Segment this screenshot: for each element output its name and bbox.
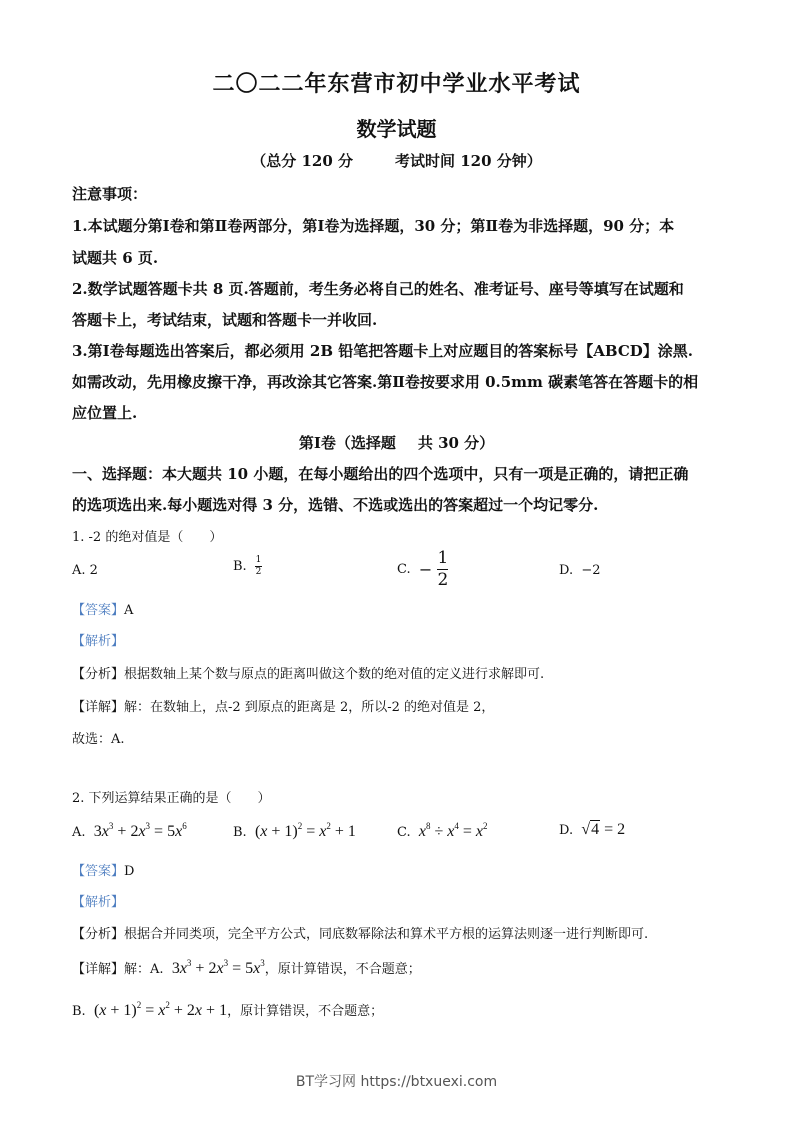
exam-time: 考试时间 120 分钟） (395, 152, 542, 170)
q2-answer (72, 860, 134, 879)
q1-detail: 【详解】解：在数轴上，点-2 到原点的距离是 2，所以-2 的绝对值是 2， (72, 700, 495, 715)
note-1-line-1: 1.本试题分第Ⅰ卷和第Ⅱ卷两部分，第Ⅰ卷为选择题，30 分；第Ⅱ卷为非选择题，90 分；本 (72, 217, 675, 235)
exam-title: 二〇二二年东营市初中学业水平考试 (212, 71, 581, 97)
q1-answer (72, 599, 133, 618)
question-1-stem: 1. -2 的绝对值是（ ） (72, 530, 223, 545)
notes-heading: 注意事项： (72, 185, 148, 203)
q1-option-b-label: B. (233, 559, 247, 574)
section-title-left: 第Ⅰ卷（选择题 (298, 434, 396, 452)
q1-answer-value: A (124, 603, 134, 618)
q2-detail-b-formula: $(x + 1)^2 = x^2 + 2x + 1$ (93, 1000, 228, 1019)
exam-meta (0, 150, 793, 171)
q2-detail-a-formula: $3x^3 + 2x^3 = 5x^3$ (171, 958, 265, 977)
q2-detail-a: 【详解】解：A. $3x^3 + 2x^3 = 5x^3$，原计算错误，不合题意； (72, 958, 421, 977)
section-instruction-line-1: 一、选择题：本大题共 10 小题，在每小题给出的四个选项中，只有一项是正确的，请把正确 (72, 465, 689, 483)
q1-option-b (233, 556, 262, 577)
note-2-line-2: 答题卡上，考试结束，试题和答题卡一并收回. (72, 311, 378, 329)
q2-option-d-formula: √4 = 2 (581, 821, 626, 838)
total-score: （总分 120 分 (251, 152, 353, 170)
q1-option-d: D. −2 (559, 563, 601, 578)
q1-conclusion: 故选：A. (72, 732, 125, 747)
section-title-right: 共 30 分） (417, 434, 495, 452)
q1-option-b-fraction: $\frac{1}{2}$ (255, 555, 262, 577)
question-2-stem: 2. 下列运算结果正确的是（ ） (72, 791, 271, 806)
note-3-line-1: 3.第Ⅰ卷每题选出答案后，都必须用 2B 铅笔把答题卡上对应题目的答案标号【ABCD】涂黑. (72, 342, 694, 360)
q2-option-a: A. $3x^3 + 2x^3 = 5x^6$ (72, 821, 187, 840)
section-title (0, 432, 793, 453)
section-instruction-line-2: 的选项选出来.每小题选对得 3 分，选错、不选或选出的答案超过一个均记零分. (72, 496, 599, 514)
q2-option-b: B. $(x + 1)^2 = x^2 + 1$ (233, 821, 356, 840)
note-1-line-2: 试题共 6 页. (72, 249, 159, 267)
q2-answer-value: D (124, 864, 135, 879)
q1-option-a: A. 2 (72, 563, 98, 578)
q2-option-c: C. $x^8 \div x^4 = x^2$ (397, 821, 488, 840)
q1-fenxi: 【分析】根据数轴上某个数与原点的距离叫做这个数的绝对值的定义进行求解即可. (72, 667, 545, 682)
answer-label: 【答案】 (72, 603, 125, 618)
q1-option-c-fraction: $\frac{1}{2}$ (437, 548, 449, 590)
note-2-line-1: 2.数学试题答题卡共 8 页.答题前，考生务必将自己的姓名、准考证号、座号等填写在试题和 (72, 280, 684, 298)
answer-label: 【答案】 (72, 864, 125, 879)
q1-option-c: C. − $\frac{1}{2}$ (397, 548, 449, 590)
q2-option-b-formula: $(x + 1)^2 = x^2 + 1$ (254, 821, 356, 840)
q1-option-c-label: C. (397, 562, 411, 577)
q1-analysis-label: 【解析】 (72, 634, 125, 649)
q2-fenxi: 【分析】根据合并同类项，完全平方公式，同底数幂除法和算术平方根的运算法则逐一进行判断即可. (72, 927, 649, 942)
exam-subtitle: 数学试题 (356, 117, 437, 141)
q2-detail-b: B. $(x + 1)^2 = x^2 + 2x + 1$，原计算错误，不合题意； (72, 1000, 384, 1019)
q2-option-d: D. √4 = 2 (559, 821, 626, 838)
note-3-line-2: 如需改动，先用橡皮擦干净，再改涂其它答案.第Ⅱ卷按要求用 0.5mm 碳素笔答在答题卡的相 (72, 373, 699, 391)
footer-watermark: BT学习网 https://btxuexi.com (295, 1074, 498, 1090)
q2-option-c-formula: $x^8 \div x^4 = x^2$ (418, 821, 488, 840)
note-3-line-3: 应位置上. (72, 404, 138, 422)
q2-analysis-label: 【解析】 (72, 895, 125, 910)
q2-option-a-formula: $3x^3 + 2x^3 = 5x^6$ (93, 821, 187, 840)
